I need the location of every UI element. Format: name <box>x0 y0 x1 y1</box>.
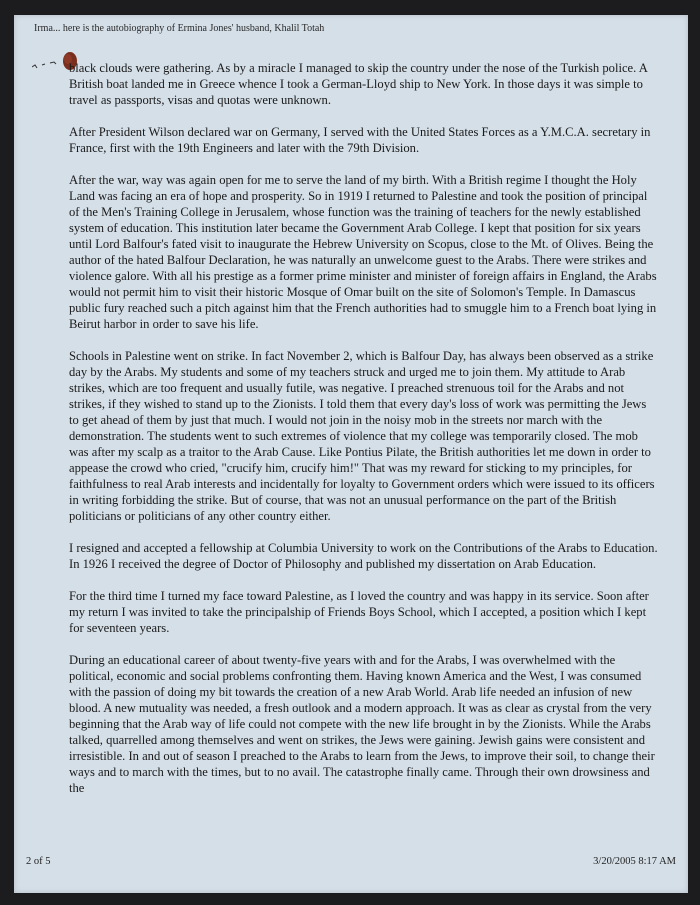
paragraph: During an educational career of about twenty-five years with and for the Arabs, I was overwhelmed with the political, economic and social problems confronting them. Having known America and the West, I was consumed with the passion of doing my bit towards the creation of a new Arab World. Arab life needed an infusion of new blood. A new mutuality was needed, a fresh outlook and a modern approach. It was as clear as crystal from the very beginning that the Arab way of life could not compete with the new life brought in by the Zionists. While the Arabs talked, quarrelled among themselves and went on strikes, the Jews were gaining. Jewish gains were consistent and irresistible. In and out of season I preached to the Arabs to learn from the Jews, to improve their soil, to change their ways and to march with the times, but to no avail. The catastrophe finally came. Through their own drowsiness and the <box>69 653 655 795</box>
paragraph: Schools in Palestine went on strike. In fact November 2, which is Balfour Day, has always been observed as a strike day by the Arabs. My students and some of my teachers struck and urged me to join them. My attitude to Arab strikes, which are too frequent and usually futile, was negative. I preached strenuous toil for the Arabs and not strikes, if they wished to stand up to the Zionists. I told them that every day's loss of work was permitting the Jews to get ahead of them by just that much. I would not join in the noisy mob in the streets nor march with the demonstration. The students went to such extremes of violence that my college was temporarily closed. The mob was after my scalp as a traitor to the Arab Cause. Like Pontius Pilate, the British authorities let me down in order to appease the crowd who cried, "crucify him, crucify him!" That was my reward for sticking to my principles, for faithfulness to real Arab interests and incidentally for loyalty to Government orders which were issued to its officers in writing forbidding the strike. But of course, that was not an unusual performance on the part of the British politicians or politicians of any other country either. <box>69 349 655 523</box>
header-note: Irma... here is the autobiography of Ermina Jones' husband, Khalil Totah <box>34 23 325 34</box>
paragraph: After President Wilson declared war on Germany, I served with the United States Forces as a Y.M.C.A. secretary in France, first with the 19th Engineers and later with the 79th Division. <box>69 125 651 155</box>
paragraph: After the war, way was again open for me to serve the land of my birth. With a British regime I thought the Holy Land was facing an era of hope and prosperity. So in 1919 I returned to Palestine and took the position of principal of the Men's Training College in Jerusalem, whose function was the training of teachers for the newly established system of education. This institution later became the Government Arab College. I kept that position for six years until Lord Balfour's fated visit to inaugurate the Hebrew University on Scopus, close to the Mt. of Olives. Being the author of the hated Balfour Declaration, he was naturally an unwelcome guest to the Arabs. There were strikes and violence galore. With all his prestige as a former prime minister and minister of foreign affairs in England, the Arabs would not permit him to visit their historic Mosque of Omar built on the site of Solomon's Temple. In Damascus public fury reached such a pitch against him that the French authorities had to smuggle him to a French boat lying in Beirut harbor in order to save his life. <box>69 173 657 331</box>
print-timestamp: 3/20/2005 8:17 AM <box>593 856 676 867</box>
paragraph: For the third time I turned my face toward Palestine, as I loved the country and was happy in its service. Soon after my return I was invited to take the principalship of Friends Boys School, which I accepted, a position which I kept for seventeen years. <box>69 589 649 635</box>
document-page <box>14 15 688 893</box>
paragraph: black clouds were gathering. As by a miracle I managed to skip the country under the nose of the Turkish police. A British boat landed me in Greece whence I took a German-Lloyd ship to New York. In those days it was simple to travel as passports, visas and quotas were unknown. <box>69 61 648 107</box>
body-text <box>69 60 659 812</box>
page-number: 2 of 5 <box>26 856 51 867</box>
paragraph: I resigned and accepted a fellowship at Columbia University to work on the Contributions of the Arabs to Education. In 1926 I received the degree of Doctor of Philosophy and published my dissertation on Arab Education. <box>69 541 658 571</box>
